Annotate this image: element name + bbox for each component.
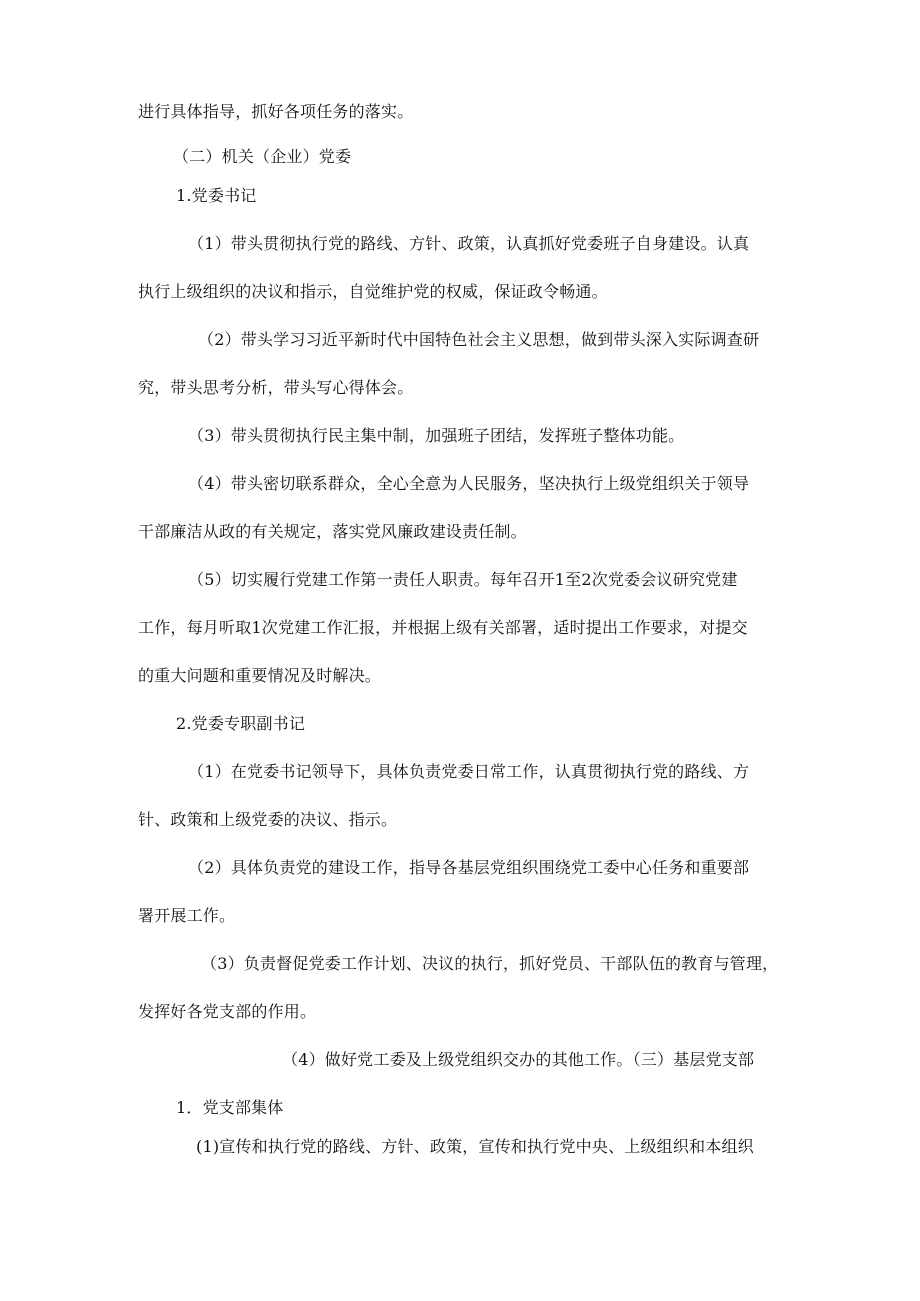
paragraph-line: （1）带头贯彻执行党的路线、方针、政策，认真抓好党委班子自身建设。认真 [188, 234, 750, 253]
subsection-heading: 1．党支部集体 [176, 1098, 284, 1117]
paragraph-line: （2）具体负责党的建设工作，指导各基层党组织围绕党工委中心任务和重要部 [188, 858, 750, 877]
paragraph-line: (1)宣传和执行党的路线、方针、政策，宣传和执行党中央、上级组织和本组织 [196, 1137, 754, 1156]
paragraph-line: 的重大问题和重要情况及时解决。 [138, 666, 382, 685]
paragraph-line: （2）带头学习习近平新时代中国特色社会主义思想，做到带头深入实际调查研 [198, 330, 760, 349]
paragraph-line: （3）负责督促党委工作计划、决议的执行，抓好党员、干部队伍的教育与管理， [201, 954, 779, 973]
paragraph-line: 干部廉洁从政的有关规定，落实党风廉政建设责任制。 [138, 522, 527, 541]
paragraph-line: 发挥好各党支部的作用。 [138, 1002, 317, 1021]
paragraph-line: （3）带头贯彻执行民主集中制，加强班子团结，发挥班子整体功能。 [188, 426, 685, 445]
paragraph-line: （4）做好党工委及上级党组织交办的其他工作。（三）基层党支部 [282, 1050, 755, 1069]
paragraph-line: 进行具体指导，抓好各项任务的落实。 [138, 102, 414, 121]
paragraph-line: 针、政策和上级党委的决议、指示。 [138, 810, 398, 829]
subsection-heading: 1.党委书记 [176, 186, 257, 205]
paragraph-line: （1）在党委书记领导下，具体负责党委日常工作，认真贯彻执行党的路线、方 [188, 762, 750, 781]
paragraph-line: （5）切实履行党建工作第一责任人职责。每年召开1至2次党委会议研究党建 [188, 570, 738, 589]
subsection-heading: 2.党委专职副书记 [176, 714, 306, 733]
paragraph-line: （4）带头密切联系群众，全心全意为人民服务，坚决执行上级党组织关于领导 [188, 474, 750, 493]
paragraph-line: 署开展工作。 [138, 906, 236, 925]
paragraph-line: 工作，每月听取1次党建工作汇报，并根据上级有关部署，适时提出工作要求，对提交 [138, 618, 748, 637]
section-heading: （二）机关（企业）党委 [173, 147, 352, 166]
paragraph-line: 执行上级组织的决议和指示，自觉维护党的权威，保证政令畅通。 [138, 282, 608, 301]
paragraph-line: 究，带头思考分析，带头写心得体会。 [138, 378, 414, 397]
